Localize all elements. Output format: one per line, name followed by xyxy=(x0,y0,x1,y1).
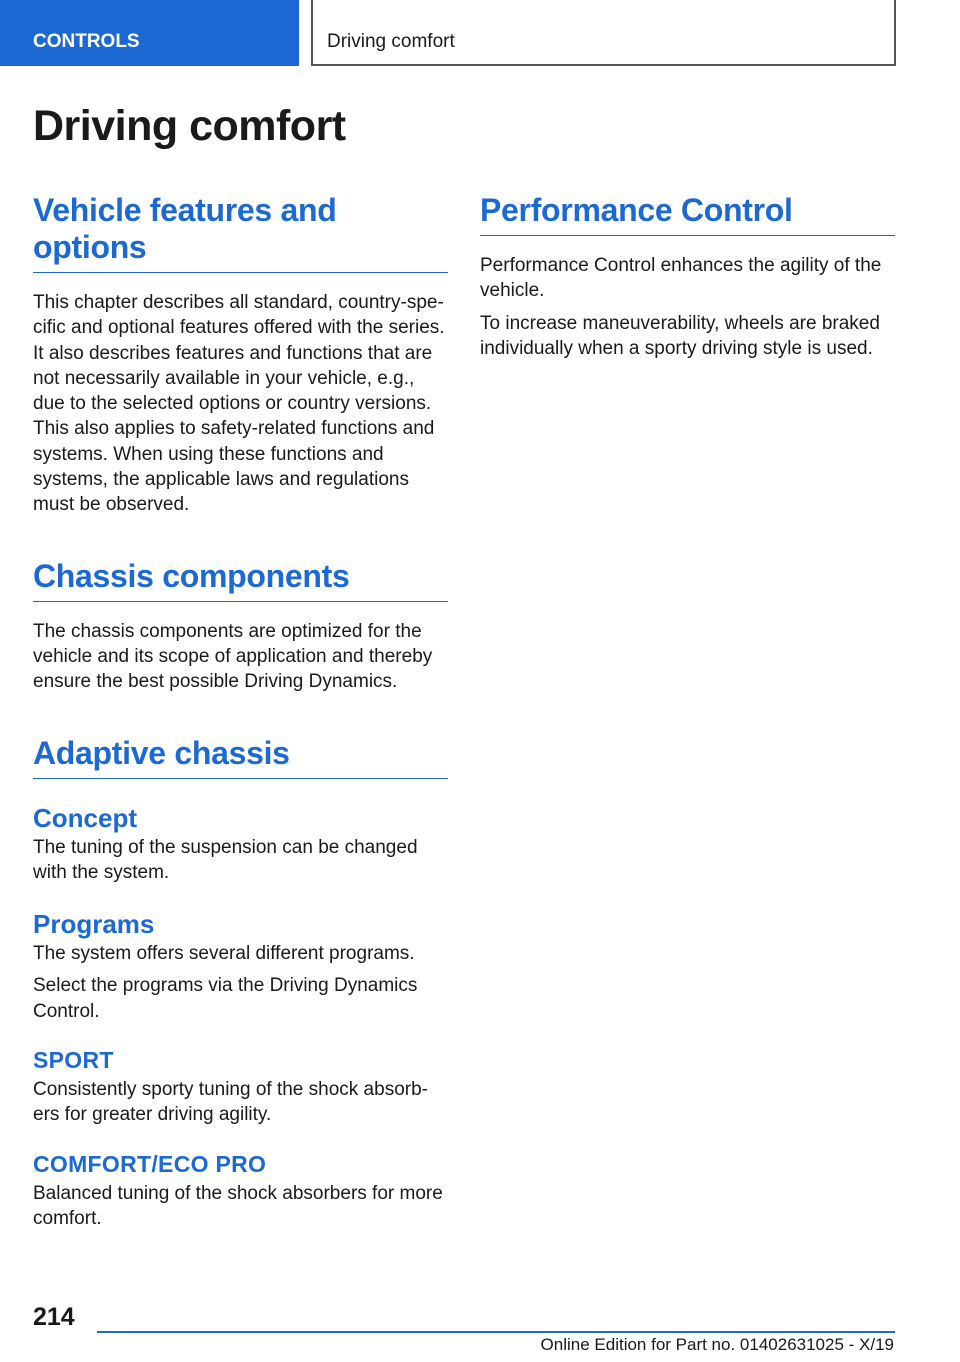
heading-adaptive-chassis: Adaptive chassis xyxy=(33,735,448,779)
footer-divider xyxy=(97,1331,895,1333)
heading-vehicle-features: Vehicle features and options xyxy=(33,192,448,273)
paragraph-performance-control-1: Performance Control enhances the agility of the vehicle. xyxy=(480,255,882,302)
section-tab xyxy=(0,0,299,66)
left-column xyxy=(33,192,448,1231)
paragraph-comfort-eco-pro: Balanced tuning of the shock absorbers for more comfort. xyxy=(33,1182,443,1229)
paragraph-programs-2: Select the programs via the Driving Dynamics Control. xyxy=(33,975,418,1022)
paragraph-programs-1: The system offers several different programs. xyxy=(33,943,415,965)
paragraph-chassis-components: The chassis components are optimized for the vehicle and its scope of application and thereby ensure the best possible Driving Dynamics. xyxy=(33,620,433,693)
section-vehicle-features xyxy=(33,192,448,518)
heading-performance-control: Performance Control xyxy=(480,192,895,236)
heading-comfort-eco-pro: COMFORT/ECO PRO xyxy=(33,1150,267,1177)
section-adaptive-chassis xyxy=(33,735,448,1232)
section-performance-control xyxy=(480,192,895,361)
right-column xyxy=(480,192,895,361)
chapter-header xyxy=(311,0,896,66)
paragraph-concept: The tuning of the suspension can be changed with the system. xyxy=(33,836,418,883)
section-label: CONTROLS xyxy=(33,31,140,52)
heading-sport: SPORT xyxy=(33,1047,114,1074)
page-number: 214 xyxy=(33,1303,75,1331)
edition-note: Online Edition for Part no. 01402631025 - X/19 xyxy=(540,1335,894,1354)
paragraph-vehicle-features: This chapter describes all standard, country-specific and optional features offered with the series. It also describes features and functions that are not necessarily available in your vehicle, e.g., due to the selected options or country versions. This also applies to safety-related functions and systems. When using these functions and systems, the applicable laws and regulations must be observed. xyxy=(33,292,445,516)
chapter-label: Driving comfort xyxy=(327,31,455,52)
section-chassis-components xyxy=(33,558,448,695)
paragraph-sport: Consistently sporty tuning of the shock absorbers for greater driving agility. xyxy=(33,1079,428,1126)
heading-concept: Concept xyxy=(33,802,137,833)
heading-programs: Programs xyxy=(33,909,155,940)
heading-chassis-components: Chassis components xyxy=(33,558,448,602)
page-title: Driving comfort xyxy=(33,102,346,150)
paragraph-performance-control-2: To increase maneuverability, wheels are braked individually when a sporty driving style is used. xyxy=(480,312,880,359)
